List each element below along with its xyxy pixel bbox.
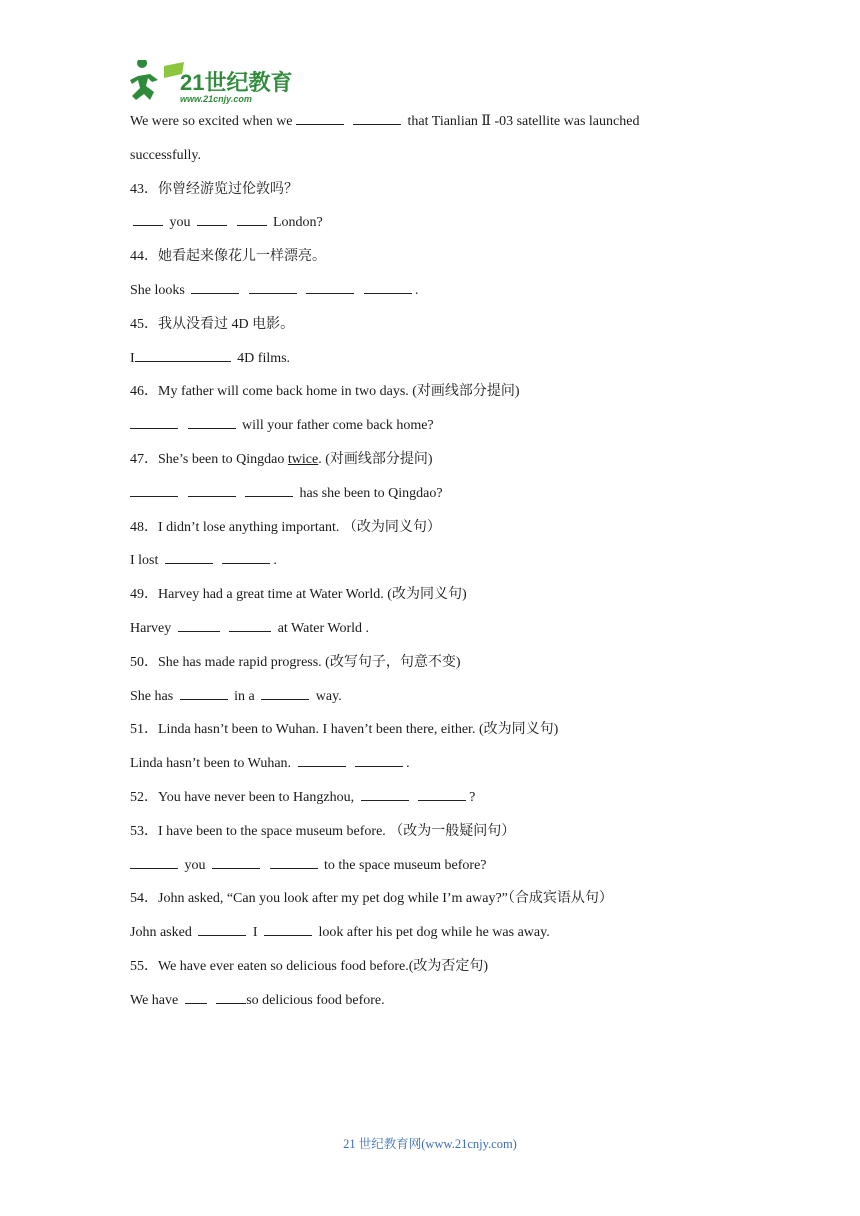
question-text: 47．She’s been to Qingdao (130, 451, 288, 467)
text: you (184, 857, 206, 873)
blank (298, 752, 346, 767)
text: She has (130, 688, 174, 704)
blank (130, 482, 178, 497)
blank (216, 989, 246, 1004)
text: We have (130, 992, 179, 1008)
text: John asked (130, 925, 192, 941)
question-47 (130, 446, 730, 480)
text: We were so excited when we (130, 114, 293, 129)
blank (418, 786, 466, 801)
text: that Tianlian Ⅱ -03 satellite was launched (407, 114, 640, 129)
site-logo (128, 60, 298, 106)
answer-45 (130, 345, 730, 379)
text: She looks (130, 282, 185, 298)
text: successfully. (130, 147, 202, 163)
question-55 (130, 953, 730, 987)
blank (229, 617, 271, 632)
question-43 (130, 176, 730, 210)
answer-50 (130, 683, 730, 717)
question-text: 43．你曾经游览过伦敦吗？ (130, 181, 298, 197)
question-text: . (对画线部分提问) (318, 451, 433, 467)
blank (180, 685, 228, 700)
text: has she been to Qingdao? (299, 485, 443, 501)
question-text: 53．I have been to the space museum before. （改为一般疑问句） (130, 823, 516, 839)
exercise-content (130, 108, 730, 1021)
question-45 (130, 311, 730, 345)
blank (178, 617, 220, 632)
text: I (252, 925, 258, 941)
text: Harvey (130, 620, 172, 636)
question-text: 45．我从没看过 4D 电影。 (130, 316, 295, 332)
question-51 (130, 716, 730, 750)
text: way. (315, 688, 342, 704)
question-50 (130, 649, 730, 683)
line-2 (130, 142, 730, 176)
blank (197, 211, 227, 226)
question-text: 48．I didn’t lose anything important. （改为同义句） (130, 519, 441, 535)
blank (165, 549, 213, 564)
answer-54 (130, 919, 730, 953)
text: 4D films. (237, 350, 291, 366)
blank (130, 414, 178, 429)
text: look after his pet dog while he was away. (318, 925, 550, 941)
question-44 (130, 243, 730, 277)
text: so delicious food before. (246, 992, 385, 1008)
blank (270, 854, 318, 869)
question-text: 49．Harvey had a great time at Water World. (改为同义句) (130, 587, 467, 603)
blank (188, 414, 236, 429)
question-text: 50．She has made rapid progress. (改写句子，句意不变) (130, 654, 461, 670)
answer-46 (130, 412, 730, 446)
blank (133, 211, 163, 226)
blank (191, 279, 239, 294)
blank (296, 110, 344, 125)
blank (245, 482, 293, 497)
blank (212, 854, 260, 869)
question-text: 55．We have ever eaten so delicious food before.(改为否定句) (130, 958, 489, 974)
footer-link[interactable]: 21 世纪教育网(www.21cnjy.com) (343, 1137, 517, 1151)
answer-49 (130, 615, 730, 649)
blank (188, 482, 236, 497)
text: at Water World . (277, 620, 370, 636)
question-48 (130, 514, 730, 548)
question-49 (130, 581, 730, 615)
text: Linda hasn’t been to Wuhan. (130, 756, 292, 772)
question-54 (130, 885, 730, 919)
answer-44: She looks . (130, 277, 730, 311)
logo-text: 21世纪教育 (180, 70, 293, 95)
blank (130, 854, 178, 869)
underlined-word: twice (287, 451, 319, 467)
answer-48: I lost . (130, 547, 730, 581)
text: will your father come back home? (242, 418, 434, 434)
text: I lost (130, 553, 159, 569)
question-text: 52．You have never been to Hangzhou, (130, 789, 355, 805)
blank (361, 786, 409, 801)
blank (306, 279, 354, 294)
answer-47 (130, 480, 730, 514)
blank (222, 549, 270, 564)
question-52: 52．You have never been to Hangzhou, ? (130, 784, 730, 818)
blank (264, 921, 312, 936)
question-text: 44．她看起来像花儿一样漂亮。 (130, 249, 326, 265)
blank (355, 752, 403, 767)
text: London? (273, 215, 323, 231)
blank (261, 685, 309, 700)
blank (249, 279, 297, 294)
blank (353, 110, 401, 125)
blank (237, 211, 267, 226)
question-46 (130, 378, 730, 412)
question-text: 51．Linda hasn’t been to Wuhan. I haven’t been there, either. (改为同义句) (130, 722, 559, 738)
answer-51: Linda hasn’t been to Wuhan. . (130, 750, 730, 784)
answer-43 (130, 209, 730, 243)
blank (185, 989, 207, 1004)
text: in a (234, 688, 255, 704)
question-53 (130, 818, 730, 852)
text: I (130, 350, 135, 366)
question-text: 54．John asked, “Can you look after my pet dog while I’m away?”（合成宾语从句） (130, 891, 613, 907)
blank (364, 279, 412, 294)
text: to the space museum before? (324, 857, 487, 873)
runner-icon (130, 60, 158, 100)
blank (135, 347, 231, 362)
answer-55 (130, 987, 730, 1021)
line-1 (130, 108, 730, 142)
text: you (169, 215, 191, 231)
question-text: 46．My father will come back home in two days. (对画线部分提问) (130, 384, 520, 400)
blank (198, 921, 246, 936)
answer-53 (130, 852, 730, 886)
logo-url: www.21cnjy.com (180, 94, 252, 104)
